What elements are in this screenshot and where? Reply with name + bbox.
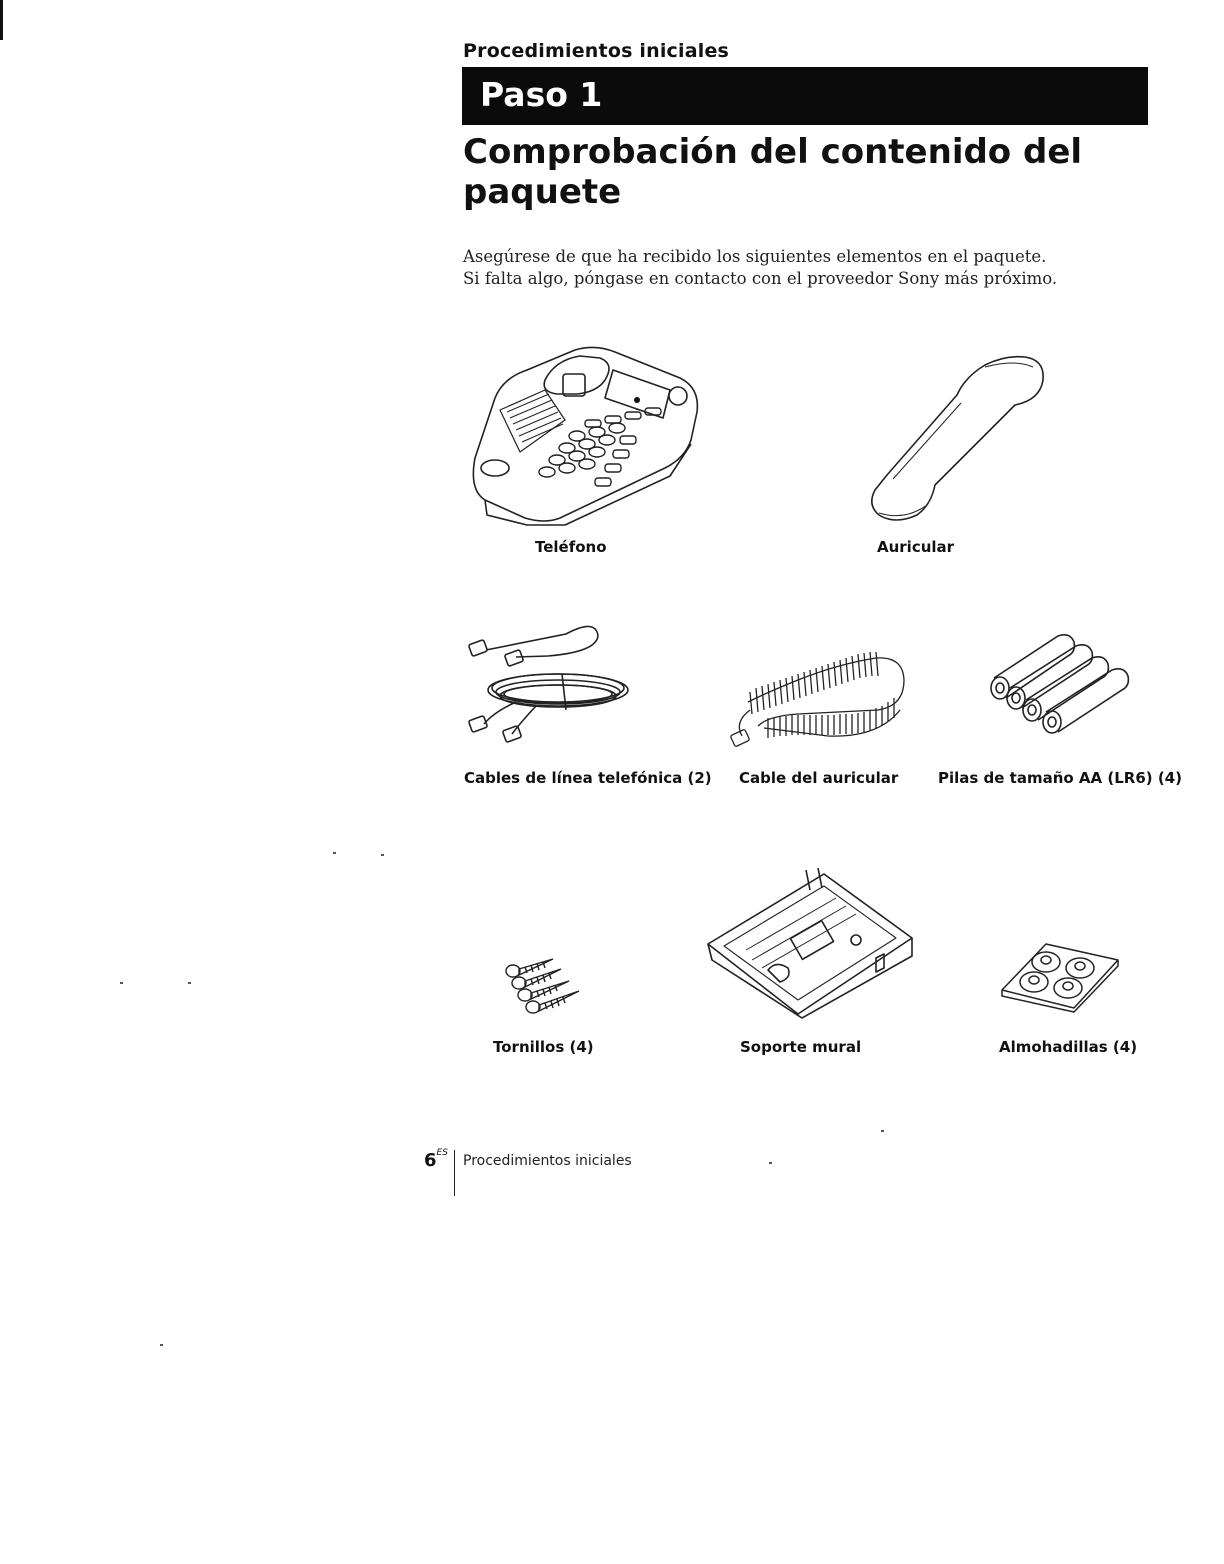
scan-speck xyxy=(381,854,384,856)
scan-speck xyxy=(160,1344,163,1346)
page-edge-mark xyxy=(0,0,3,40)
item-label: Cables de línea telefónica (2) xyxy=(464,769,712,787)
footer-section: Procedimientos iniciales xyxy=(463,1153,632,1169)
item-label: Auricular xyxy=(877,538,955,556)
scan-speck xyxy=(120,982,123,984)
item-label: Almohadillas (4) xyxy=(999,1038,1138,1056)
scan-speck xyxy=(333,852,336,854)
item-label: Teléfono xyxy=(535,538,607,556)
item-label: Soporte mural xyxy=(740,1038,862,1056)
scan-speck xyxy=(881,1130,884,1132)
aa-batteries-icon xyxy=(988,628,1138,748)
item-label: Cable del auricular xyxy=(739,769,899,787)
page-number-suffix: ES xyxy=(436,1148,448,1158)
pads-icon xyxy=(1000,940,1120,1012)
scan-speck xyxy=(188,982,191,984)
telephone-icon xyxy=(465,340,705,525)
page-number xyxy=(424,1150,448,1171)
page-number-value: 6 xyxy=(424,1150,437,1171)
handset-icon xyxy=(865,355,1050,525)
item-label: Pilas de tamaño AA (LR6) (4) xyxy=(938,769,1182,787)
scan-speck xyxy=(769,1162,772,1164)
section-label: Procedimientos iniciales xyxy=(463,40,730,62)
telephone-line-cords-icon xyxy=(466,612,646,747)
step-bar xyxy=(462,67,1148,125)
footer-divider xyxy=(454,1150,455,1196)
screws-icon xyxy=(503,955,583,1017)
intro-paragraph: Asegúrese de que ha recibido los siguientes elementos en el paquete. Si falta algo, póngase en contacto con el proveedor Sony más próximo. xyxy=(463,247,1058,288)
step-label: Paso 1 xyxy=(480,75,603,114)
handset-cord-icon xyxy=(728,640,910,750)
wall-bracket-icon xyxy=(706,868,914,1020)
item-label: Tornillos (4) xyxy=(493,1038,594,1056)
page-title: Comprobación del contenido del paquete xyxy=(463,132,1083,212)
